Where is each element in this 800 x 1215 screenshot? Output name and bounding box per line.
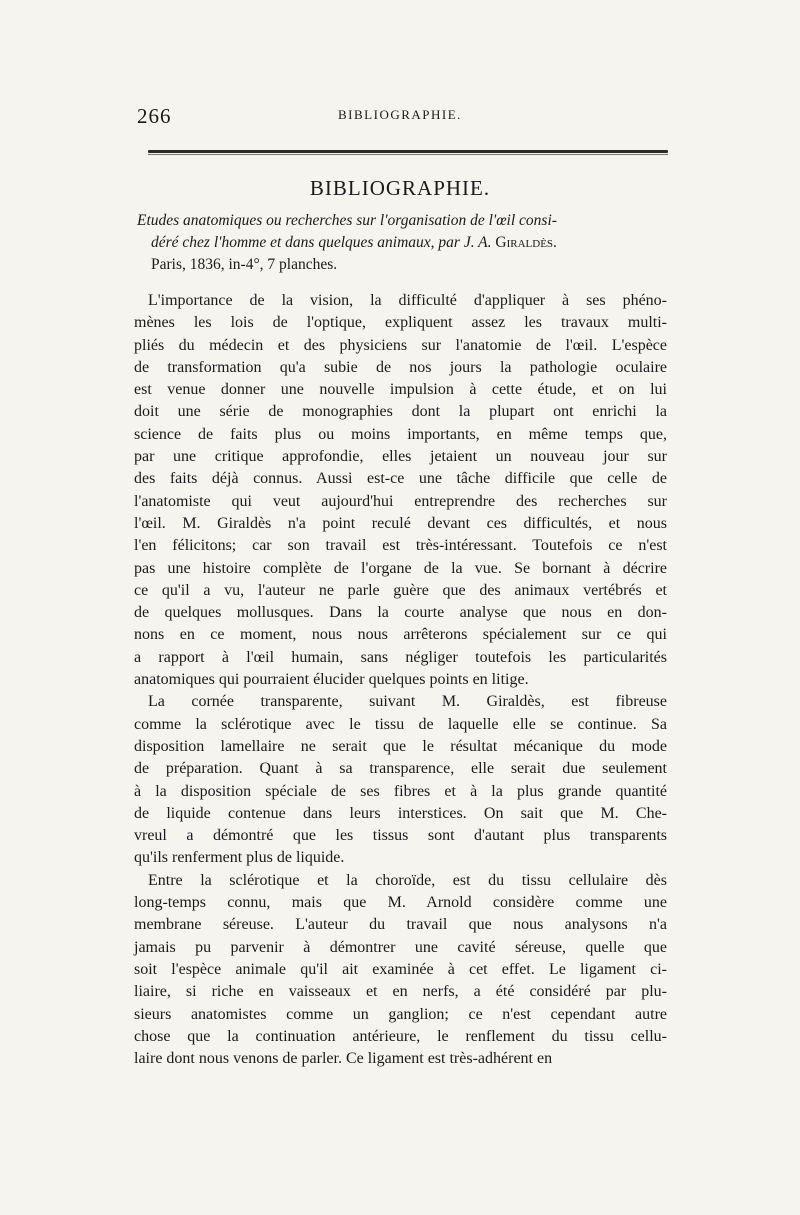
- text-line: Entre la sclérotique et la choroïde, est du tissu cellulaire dès: [148, 871, 667, 889]
- text-line: La cornée transparente, suivant M. Giraldès, est fibreuse: [148, 693, 667, 711]
- text-line: laire dont nous venons de parler. Ce ligament est très-adhérent en: [134, 1050, 553, 1068]
- text-line: comme la sclérotique avec le tissu de laquelle elle se continue. Sa: [134, 715, 667, 733]
- text-line: l'œil. M. Giraldès n'a point reculé devant ces difficultés, et nous: [134, 514, 667, 532]
- text-line: des faits déjà connus. Aussi est-ce une tâche difficile que celle de: [134, 470, 667, 488]
- text-line: soit l'espèce animale qu'il ait examinée à cet effet. Le ligament ci-: [134, 960, 667, 978]
- text-line: vreul a démontré que les tissus sont d'autant plus transparents: [134, 827, 667, 845]
- text-line: chose que la continuation antérieure, le renflement du tissu cellu-: [134, 1027, 667, 1045]
- text-line: de transformation qu'a subie de nos jours la pathologie oculaire: [134, 358, 667, 376]
- author-name: Giraldès.: [495, 234, 557, 251]
- text-line: pas une histoire complète de l'organe de la vue. Se bornant à décrire: [134, 559, 667, 577]
- text-line: l'anatomiste qui veut aujourd'hui entreprendre des recherches sur: [134, 492, 667, 510]
- text-line: est venue donner une nouvelle impulsion à cette étude, et on lui: [134, 381, 667, 399]
- section-title: BIBLIOGRAPHIE.: [309, 176, 491, 200]
- text-line: disposition lamellaire ne serait que le résultat mécanique du mode: [134, 737, 667, 755]
- text-line: L'importance de la vision, la difficulté d'appliquer à ses phéno-: [148, 292, 667, 309]
- text-line: liaire, si riche en vaisseaux et en nerfs, a été considéré par plu-: [134, 983, 667, 1001]
- citation-line: [137, 232, 667, 254]
- text-line: a rapport à l'œil humain, sans négliger toutefois les particularités: [134, 648, 667, 666]
- text-line: sieurs anatomistes comme un ganglion; ce n'est cependant autre: [134, 1005, 667, 1023]
- text-line: qu'ils renferment plus de liquide.: [134, 849, 345, 867]
- text-line: de quelques mollusques. Dans la courte analyse que nous en don-: [134, 604, 667, 622]
- paragraph: [134, 290, 667, 691]
- text-line: long-temps connu, mais que M. Arnold considère comme une: [134, 894, 667, 912]
- text-line: par une critique approfondie, elles jetaient un nouveau jour sur: [134, 448, 667, 466]
- running-head: [0, 104, 800, 128]
- text-line: l'en félicitons; car son travail est très-intéressant. Toutefois ce n'est: [134, 537, 667, 555]
- text-line: membrane séreuse. L'auteur du travail que nous analysons n'a: [134, 916, 667, 934]
- body-text: [134, 290, 667, 1070]
- text-line: ce qu'il a vu, l'auteur ne parle guère que des animaux vertébrés et: [134, 581, 667, 599]
- header-rule: [148, 150, 668, 153]
- text-line: science de faits plus ou moins importants, en même temps que,: [134, 425, 667, 443]
- text-line: nons en ce moment, nous nous arrêterons spécialement sur ce qui: [134, 626, 667, 644]
- citation-line: [137, 210, 667, 232]
- text-line: mènes les lois de l'optique, expliquent assez les travaux multi-: [134, 314, 667, 332]
- text-line: de liquide contenue dans leurs interstices. On sait que M. Che-: [134, 804, 667, 822]
- work-title-line-2: déré chez l'homme et dans quelques animaux,: [151, 234, 435, 251]
- author-prefix: par J. A.: [438, 234, 492, 251]
- text-line: jamais pu parvenir à démontrer une cavité séreuse, quelle que: [134, 938, 667, 956]
- text-line: doit une série de monographies dont la plupart ont enrichi la: [134, 403, 667, 421]
- text-line: anatomiques qui pourraient élucider quelques points en litige.: [134, 671, 529, 689]
- imprint: Paris, 1836, in-4°, 7 planches.: [151, 256, 338, 273]
- paragraph: [134, 870, 667, 1071]
- text-line: pliés du médecin et des physiciens sur l'anatomie de l'œil. L'espèce: [134, 336, 667, 354]
- page-number: 266: [137, 104, 172, 128]
- citation: [137, 210, 667, 276]
- work-title-line-1: Etudes anatomiques ou recherches sur l'organisation de l'œil consi-: [137, 212, 557, 229]
- text-line: à la disposition spéciale de ses fibres et à la plus grande quantité: [134, 782, 667, 800]
- paragraph: [134, 691, 667, 869]
- text-line: de préparation. Quant à sa transparence, elle serait due seulement: [134, 760, 667, 778]
- running-title: BIBLIOGRAPHIE.: [338, 107, 462, 122]
